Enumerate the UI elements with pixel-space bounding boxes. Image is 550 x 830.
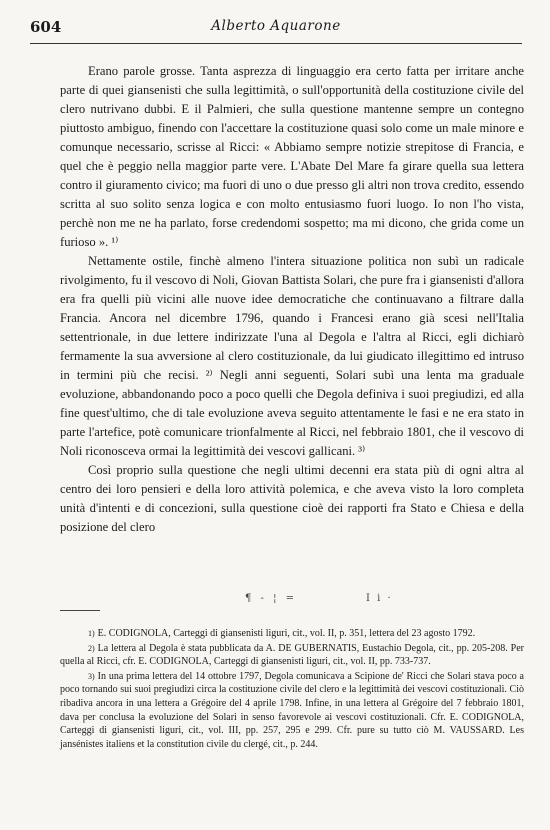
footnote — [60, 627, 524, 641]
footnotes — [60, 627, 524, 752]
header-rule — [30, 43, 522, 44]
footnote — [60, 670, 524, 752]
page-header — [30, 18, 522, 38]
paragraph: Erano parole grosse. Tanta asprezza di linguaggio era certo fatta per irritare anche parte di quei giansenisti che sulla legittimità, o sull'opportunità della costituzione civile del clero nutrivano dubbi. E il Palmieri, che sulla questione mantenne sempre un contegno piuttosto ambiguo, finendo con l'accettare la costituzione quasi solo come un male minore e comunque necessario, scrisse al Ricci: « Abbiamo sempre notizie strepitose di Francia, e quel che è peggio nella maggior parte vere. L'Abate Del Mare fa girare quella sua lettera contro il giuramento civico; ma fuori di uno o due presso gli altri non trova credito, essendo scritta al suo solito senza logica e con molto entusiasmo fuori luogo. Io non l'ho vista, perchè non me ne ha parlato, forse credendomi sospetto; ma mi dicono, che grida come un furioso ». ¹⁾ — [60, 64, 524, 249]
footnote-rule — [60, 610, 100, 611]
footnote-text: E. CODIGNOLA, Carteggi di giansenisti liguri, cit., vol. II, p. 351, lettera del 23 agosto 1792. — [97, 628, 476, 639]
page-number: 604 — [30, 18, 62, 36]
footnote-mark: 3) — [88, 671, 95, 681]
footnote — [60, 642, 524, 669]
running-head: Alberto Aquarone — [211, 18, 341, 34]
print-mark-right: I i · — [366, 593, 393, 604]
body-text — [60, 62, 524, 537]
print-mark-left: ¶ - ¦ = — [245, 593, 298, 604]
footnote-mark: 1) — [88, 629, 95, 638]
footnote-text: La lettera al Degola è stata pubblicata da A. DE GUBERNATIS, Eustachio Degola, cit., pp. 205-208. Per quella al Ricci, cfr. E. CODIGNOLA, Carteggi di giansenisti liguri, cit., vol. II, pp. 733-737. — [60, 642, 524, 668]
paragraph: Così proprio sulla questione che negli ultimi decenni era stata più di ogni altra al centro dei loro pensieri e della loro attività polemica, e che aveva visto la loro completa unità d'intenti e di concezioni, sulla questione cioè dei rapporti fra Stato e Chiesa e della posizione del clero — [60, 463, 524, 534]
paragraph: Nettamente ostile, finchè almeno l'intera situazione politica non subì un radicale rivolgimento, fu il vescovo di Noli, Giovan Battista Solari, che pure fra i giansenisti d'allora era fra quelli più vicini alle nuove idee democratiche che continuavano a filtrare dalla Francia. Ancora nel dicembre 1796, quando i Francesi erano già scesi nell'Italia settentrionale, in due lettere indirizzate l'una al Degola e l'altra al Ricci, egli dichiarò fermamente la sua avversione al clero costituzionale, da lui giudicato illegittimo ed intruso in termini più che recisi. ²⁾ Negli anni seguenti, Solari subì una lenta ma graduale evoluzione, abbandonando poco a poco quelli che Degola definiva i suoi pregiudizi, ed alla fine quest'ultimo, che di tale evoluzione aveva seguito attentamente le fasi e ne era stato in parte l'artefice, potè comunicare trionfalmente al Ricci, nel febbraio 1801, che il vescovo di Noli riconosceva ormai la legittimità dei vescovi gallicani. ³⁾ — [60, 254, 524, 458]
footnote-mark: 2) — [88, 643, 95, 653]
footnote-text: In una prima lettera del 14 ottobre 1797, Degola comunicava a Scipione de' Ricci che Solari stava poco a poco tornando sui suoi pregiudizi circa la costituzione civile del clero e la legittimità dei vescovi costituzionali. Ciò ribadiva ancora in una lettera a Grégoire del 4 aprile 1798. Infine, in una lettera al Grégoire del 7 febbraio 1801, dava per conclusa la evoluzione del Solari in senso favorevole ai vescovi costituzionali. Cfr. E. CODIGNOLA, Carteggi di giansenisti liguri, cit., vol. III, pp. 257, 295 e 299. Cfr. pure su tutto ciò M. VAUSSARD. Les jansénistes italiens et la constitution civile du clergé, cit., p. 244. — [60, 670, 524, 750]
